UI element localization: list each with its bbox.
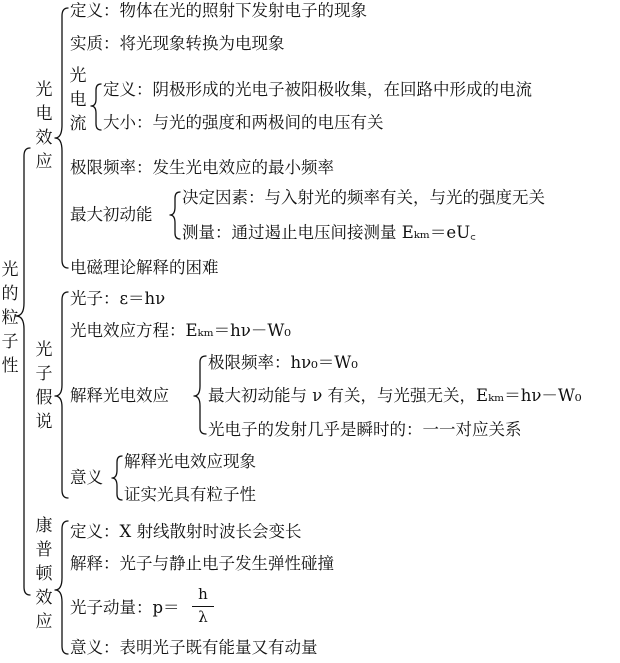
photoelectric-label — [34, 78, 54, 174]
current-brace — [91, 84, 101, 130]
photocurrent-label — [68, 64, 88, 136]
label-char: 电 — [35, 104, 53, 124]
meaning-1: 解释光电效应现象 — [124, 452, 256, 471]
momentum-denominator: λ — [198, 608, 208, 626]
photon-brace — [55, 292, 68, 498]
label-char: 应 — [35, 612, 53, 632]
root-char: 的 — [1, 284, 19, 304]
max-ke-brace — [170, 192, 180, 239]
explain-instant: 光电子的发射几乎是瞬时的：一一对应关系 — [208, 420, 522, 439]
label-char: 光 — [69, 66, 87, 86]
label-char: 普 — [35, 540, 53, 560]
max-ke-label: 最大初动能 — [70, 205, 153, 224]
explain-max-ke: 最大初动能与 ν 有关，与光强无关，Eₖₘ＝hν－W₀ — [208, 386, 582, 405]
compton-definition: 定义：X 射线散射时波长会变长 — [70, 522, 302, 541]
root-char: 子 — [1, 332, 19, 352]
photoelectric-brace — [55, 8, 68, 268]
label-char: 效 — [35, 588, 53, 608]
label-char: 光 — [35, 80, 53, 100]
max-ke-factor: 决定因素：与入射光的频率有关，与光的强度无关 — [182, 188, 545, 207]
label-char: 效 — [35, 128, 53, 148]
root-char: 粒 — [1, 308, 19, 328]
meaning-brace — [112, 456, 122, 500]
pe-essence: 实质：将光现象转换为电现象 — [70, 34, 285, 53]
compton-brace — [55, 521, 68, 654]
explain-label: 解释光电效应 — [70, 386, 169, 405]
meaning-label: 意义 — [70, 468, 103, 487]
compton-meaning: 意义：表明光子既有能量又有动量 — [70, 638, 318, 657]
current-magnitude: 大小：与光的强度和两极间的电压有关 — [103, 113, 384, 132]
photon-hypothesis-label — [34, 338, 54, 434]
explain-threshold: 极限频率：hν₀＝W₀ — [208, 353, 358, 372]
label-char: 说 — [35, 412, 53, 432]
current-definition: 定义：阴极形成的光电子被阳极收集，在回路中形成的电流 — [103, 80, 532, 99]
photoelectric-equation: 光电效应方程：Eₖₘ＝hν－W₀ — [70, 321, 291, 340]
compton-explanation: 解释：光子与静止电子发生弹性碰撞 — [70, 554, 334, 573]
label-char: 顿 — [35, 564, 53, 584]
pe-definition: 定义：物体在光的照射下发射电子的现象 — [70, 1, 367, 20]
root-char: 性 — [1, 356, 19, 376]
explain-brace — [194, 356, 206, 434]
label-char: 光 — [35, 340, 53, 360]
root-char: 光 — [1, 260, 19, 280]
max-ke-measure: 测量：通过遏止电压间接测量 Eₖₘ＝eU꜀ — [182, 223, 476, 242]
em-theory-difficulty: 电磁理论解释的困难 — [70, 258, 219, 277]
meaning-2: 证实光具有粒子性 — [124, 485, 256, 504]
compton-label — [34, 514, 54, 634]
threshold-frequency: 极限频率：发生光电效应的最小频率 — [70, 158, 334, 177]
label-char: 假 — [35, 388, 53, 408]
fraction-bar — [192, 606, 214, 607]
photon-momentum-label: 光子动量：p＝ — [70, 598, 180, 617]
label-char: 康 — [35, 516, 53, 536]
root-label — [0, 258, 20, 378]
label-char: 流 — [69, 114, 87, 134]
label-char: 子 — [35, 364, 53, 384]
momentum-numerator: h — [198, 585, 208, 603]
label-char: 电 — [69, 90, 87, 110]
label-char: 应 — [35, 152, 53, 172]
photon-energy: 光子：ε＝hν — [70, 289, 166, 308]
